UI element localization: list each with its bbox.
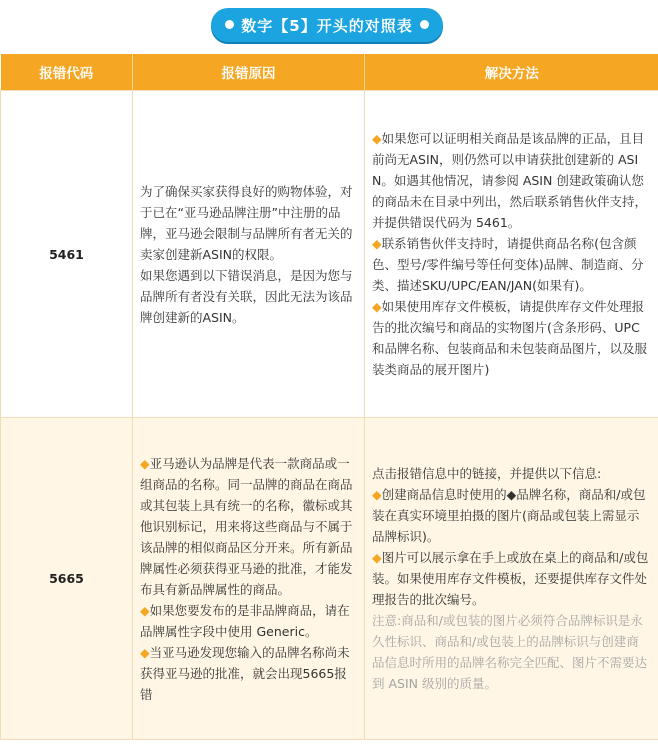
reason-item [140, 453, 357, 600]
diamond-bullet-icon: ◆ [372, 236, 382, 251]
diamond-bullet-icon: ◆ [372, 487, 382, 502]
reason-cell [133, 91, 365, 418]
error-code-table [0, 54, 658, 740]
table-header-row [1, 54, 658, 91]
diamond-bullet-icon: ◆ [372, 550, 382, 565]
solution-cell [365, 418, 658, 740]
reason-paragraph: 为了确保买家获得良好的购物体验，对于已在“亚马逊品牌注册”中注册的品牌，亚马逊会限制与品牌所有者无关的卖家创建新ASIN的权限。 [140, 183, 353, 262]
solution-text: 图片可以展示拿在手上或放在桌上的商品和/或包装。如果使用库存文件模板，还要提供库存文件处理报告的批次编号。 [372, 550, 649, 607]
banner-dot-right-icon [420, 20, 429, 29]
header-solution: 解决方法 [365, 54, 658, 91]
solution-text: 联系销售伙伴支持时，请提供商品名称(包含颜色、型号/零件编号等任何变体)品牌、制造商、分类、描述SKU/UPC/EAN/JAN(如果有)。 [372, 236, 644, 293]
reason-text: 当亚马逊发现您输入的品牌名称尚未获得亚马逊的批准，就会出现5665报错 [140, 644, 350, 702]
solution-intro: 点击报错信息中的链接，并提供以下信息: [372, 466, 602, 481]
reason-item [140, 600, 357, 642]
diamond-bullet-icon: ◆ [140, 455, 150, 471]
solution-item [372, 484, 651, 547]
diamond-bullet-icon: ◆ [140, 602, 150, 618]
banner-title: 数字【5】开头的对照表 [241, 16, 413, 35]
title-banner-area [0, 8, 658, 46]
diamond-bullet-icon: ◆ [140, 644, 150, 660]
error-code-cell: 5461 [1, 91, 133, 418]
title-banner [211, 8, 443, 42]
solution-item [372, 547, 651, 610]
solution-note: 注意:商品和/或包装的图片必须符合品牌标识是永久性标识、商品和/或包装上的品牌标识与创建商品信息时所用的品牌名称完全匹配、图片不需要达到 ASIN 级别的质量。 [372, 613, 648, 691]
solution-item [372, 128, 651, 233]
solution-item [372, 233, 651, 296]
header-error-reason: 报错原因 [133, 54, 365, 91]
solution-text: 如果使用库存文件模板，请提供库存文件处理报告的批次编号和商品的实物图片(含条形码、UPC和品牌名称、包装商品和未包装商品图片，以及服装类商品的展开图片) [372, 299, 648, 377]
diamond-bullet-icon: ◆ [372, 131, 382, 146]
table-row [1, 418, 658, 740]
reason-paragraph: 如果您遇到以下错误消息，是因为您与品牌所有者没有关联，因此无法为该品牌创建新的ASIN。 [140, 267, 353, 325]
reason-text: 亚马逊认为品牌是代表一款商品或一组商品的名称。同一品牌的商品在商品或其包装上具有统一的名称，徽标或其他识别标记，用来将这些商品与不属于该品牌的相似商品区分开来。所有新品牌属性必须获得亚马逊的批准，才能发布具有新品牌属性的商品。 [140, 455, 353, 597]
reason-text: 如果您要发布的是非品牌商品，请在品牌属性字段中使用 Generic。 [140, 602, 350, 639]
table-row [1, 91, 658, 418]
solution-item [372, 296, 651, 380]
diamond-bullet-icon: ◆ [372, 299, 382, 314]
banner-dot-left-icon [225, 20, 234, 29]
solution-text: 创建商品信息时使用的◆品牌名称，商品和/或包装在真实环境里拍摄的图片(商品或包装上需显示品牌标识)。 [372, 487, 646, 544]
solution-cell [365, 91, 658, 418]
header-error-code: 报错代码 [1, 54, 133, 91]
error-code-cell: 5665 [1, 418, 133, 740]
solution-text: 如果您可以证明相关商品是该品牌的正品，且目前尚无ASIN，则仍然可以申请获批创建新的 ASIN。如遇其他情况，请参阅 ASIN 创建政策确认您的商品未在目录中列出，然后联系销售伙伴支持，并提供错误代码为 5461。 [372, 131, 648, 230]
reason-item [140, 642, 357, 705]
reason-cell [133, 418, 365, 740]
